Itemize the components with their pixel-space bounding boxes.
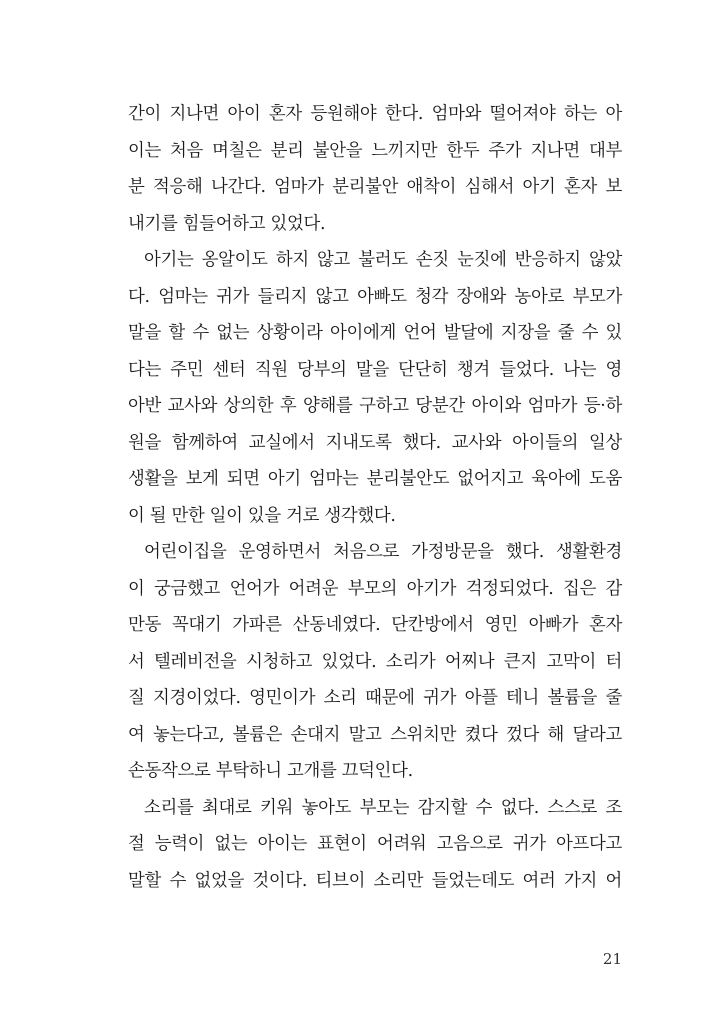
body-text [128, 96, 622, 899]
text-line: 이 될 만한 일이 있을 거로 생각했다. [128, 505, 396, 526]
text-line: 내기를 힘들어하고 있었다. [128, 213, 326, 234]
text-line: 만동 꼭대기 가파른 산동네였다. 단칸방에서 영민 아빠가 혼자 [128, 615, 622, 635]
text-line: 이 궁금했고 언어가 어려운 부모의 아기가 걱정되었다. 집은 감 [128, 578, 622, 599]
text-line: 아반 교사와 상의한 후 양해를 구하고 당분간 아이와 엄마가 등·하 [128, 396, 622, 416]
text-line: 말을 할 수 없는 상황이라 아이에게 언어 발달에 지장을 줄 수 있 [128, 323, 622, 343]
text-line: 어린이집을 운영하면서 처음으로 가정방문을 했다. 생활환경 [144, 542, 622, 562]
text-line: 생활을 보게 되면 아기 엄마는 분리불안도 없어지고 육아에 도움 [128, 469, 622, 489]
text-line: 아기는 옹알이도 하지 않고 불러도 손짓 눈짓에 반응하지 않았 [144, 250, 622, 270]
text-line: 서 텔레비전을 시청하고 있었다. 소리가 어찌나 큰지 고막이 터 [128, 651, 622, 672]
page-number: 21 [602, 950, 622, 968]
text-line: 절 능력이 없는 아이는 표현이 어려워 고음으로 귀가 아프다고 [128, 834, 622, 854]
text-line: 소리를 최대로 키워 놓아도 부모는 감지할 수 없다. 스스로 조 [144, 797, 622, 818]
text-line: 간이 지나면 아이 혼자 등원해야 한다. 엄마와 떨어져야 하는 아 [128, 104, 622, 124]
text-line: 다. 엄마는 귀가 들리지 않고 아빠도 청각 장애와 농아로 부모가 [128, 286, 622, 307]
text-line: 분 적응해 나간다. 엄마가 분리불안 애착이 심해서 아기 혼자 보 [128, 177, 622, 197]
text-line: 원을 함께하여 교실에서 지내도록 했다. 교사와 아이들의 일상 [128, 432, 622, 453]
text-line: 말할 수 없었을 것이다. 티브이 소리만 들었는데도 여러 가지 어 [128, 870, 622, 891]
text-line: 질 지경이었다. 영민이가 소리 때문에 귀가 아플 테니 볼륨을 줄 [128, 688, 622, 708]
text-line: 여 놓는다고, 볼륨은 손대지 말고 스위치만 켰다 껐다 해 달라고 [128, 724, 622, 745]
text-line: 다는 주민 센터 직원 당부의 말을 단단히 챙겨 들었다. 나는 영 [128, 359, 622, 380]
text-line: 이는 처음 며칠은 분리 불안을 느끼지만 한두 주가 지나면 대부 [128, 140, 622, 161]
text-line: 손동작으로 부탁하니 고개를 끄덕인다. [128, 761, 413, 781]
